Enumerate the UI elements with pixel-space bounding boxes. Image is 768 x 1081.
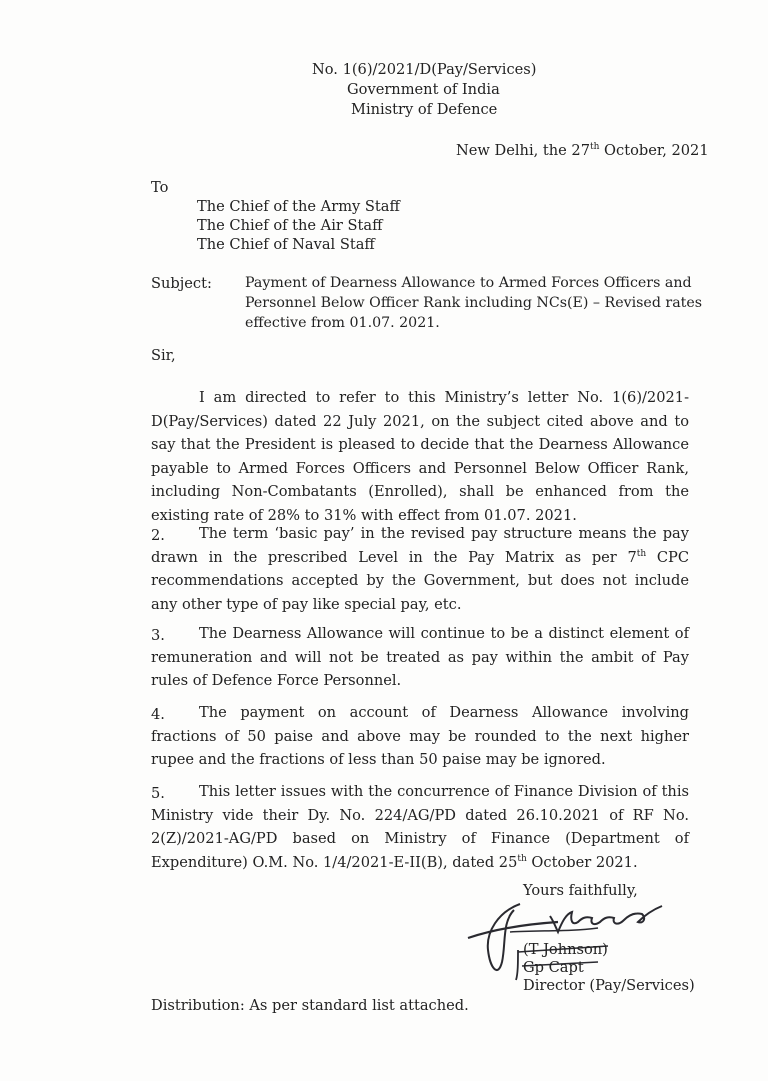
dateline	[456, 141, 709, 160]
signatory-name: (T Johnson)	[523, 941, 608, 958]
subject-line-1: Payment of Dearness Allowance to Armed Forces Officers and	[245, 275, 692, 291]
paragraph-2-number: 2.	[151, 527, 165, 544]
signatory-rank: Gp Capt	[523, 959, 584, 976]
paragraph-5-text-a: This letter issues with the concurrence of Finance Division of this Ministry vide their Dy. No. 224/AG/PD dated 26.10.2021 of RF No. 2(Z)/2021-AG/PD based on Ministry of Finance (Department of Expenditure) O.M. No. 1/4/2021-E-II(B), dated 25	[151, 783, 689, 871]
paragraph-4-number: 4.	[151, 706, 165, 723]
paragraph-1: I am directed to refer to this Ministry’s letter No. 1(6)/2021-D(Pay/Services) dated 22 July 2021, on the subject cited above and to say that the President is pleased to decide that the Dearness Allowance payable to Armed Forces Officers and Personnel Below Officer Rank, including Non-Combatants (Enrolled), shall be enhanced from the existing rate of 28% to 31% with effect from 01.07. 2021.	[151, 389, 689, 524]
ministry-name: Ministry of Defence	[351, 101, 498, 118]
paragraph-5-number: 5.	[151, 785, 165, 802]
recipient-air: The Chief of the Air Staff	[197, 217, 383, 234]
distribution-note: Distribution: As per standard list attached.	[151, 997, 469, 1014]
dateline-sup: th	[590, 142, 600, 153]
paragraph-5-sup: th	[517, 853, 527, 864]
subject-line-3: effective from 01.07. 2021.	[245, 315, 440, 331]
paragraph-2-text-b: CPC recommendations accepted by the Government, but does not include any other type of pay like special pay, etc.	[151, 548, 690, 613]
salutation: Sir,	[151, 347, 176, 364]
dateline-suffix: October, 2021	[599, 142, 709, 159]
dateline-prefix: New Delhi, the 27	[456, 142, 590, 159]
paragraph-2	[151, 522, 689, 616]
subject-label: Subject:	[151, 275, 212, 292]
government-name: Government of India	[347, 81, 500, 98]
paragraph-3: The Dearness Allowance will continue to be a distinct element of remuneration and will not be treated as pay within the ambit of Pay rules of Defence Force Personnel.	[151, 625, 689, 690]
paragraph-5	[151, 780, 689, 874]
to-label: To	[151, 179, 169, 196]
paragraph-2-text-a: The term ‘basic pay’ in the revised pay structure means the pay drawn in the prescribed Level in the Pay Matrix as per 7	[151, 525, 689, 566]
signatory-designation: Director (Pay/Services)	[523, 977, 695, 994]
valediction: Yours faithfully,	[523, 882, 638, 899]
recipient-naval: The Chief of Naval Staff	[197, 236, 375, 253]
paragraph-3-number: 3.	[151, 627, 165, 644]
paragraph-4: The payment on account of Dearness Allowance involving fractions of 50 paise and above may be rounded to the next higher rupee and the fractions of less than 50 paise may be ignored.	[151, 704, 689, 769]
recipient-army: The Chief of the Army Staff	[197, 198, 400, 215]
reference-number: No. 1(6)/2021/D(Pay/Services)	[312, 61, 537, 78]
subject-line-2: Personnel Below Officer Rank including NCs(E) – Revised rates	[245, 295, 703, 311]
paragraph-5-text-b: October 2021.	[526, 853, 638, 871]
paragraph-2-sup: th	[636, 548, 647, 559]
